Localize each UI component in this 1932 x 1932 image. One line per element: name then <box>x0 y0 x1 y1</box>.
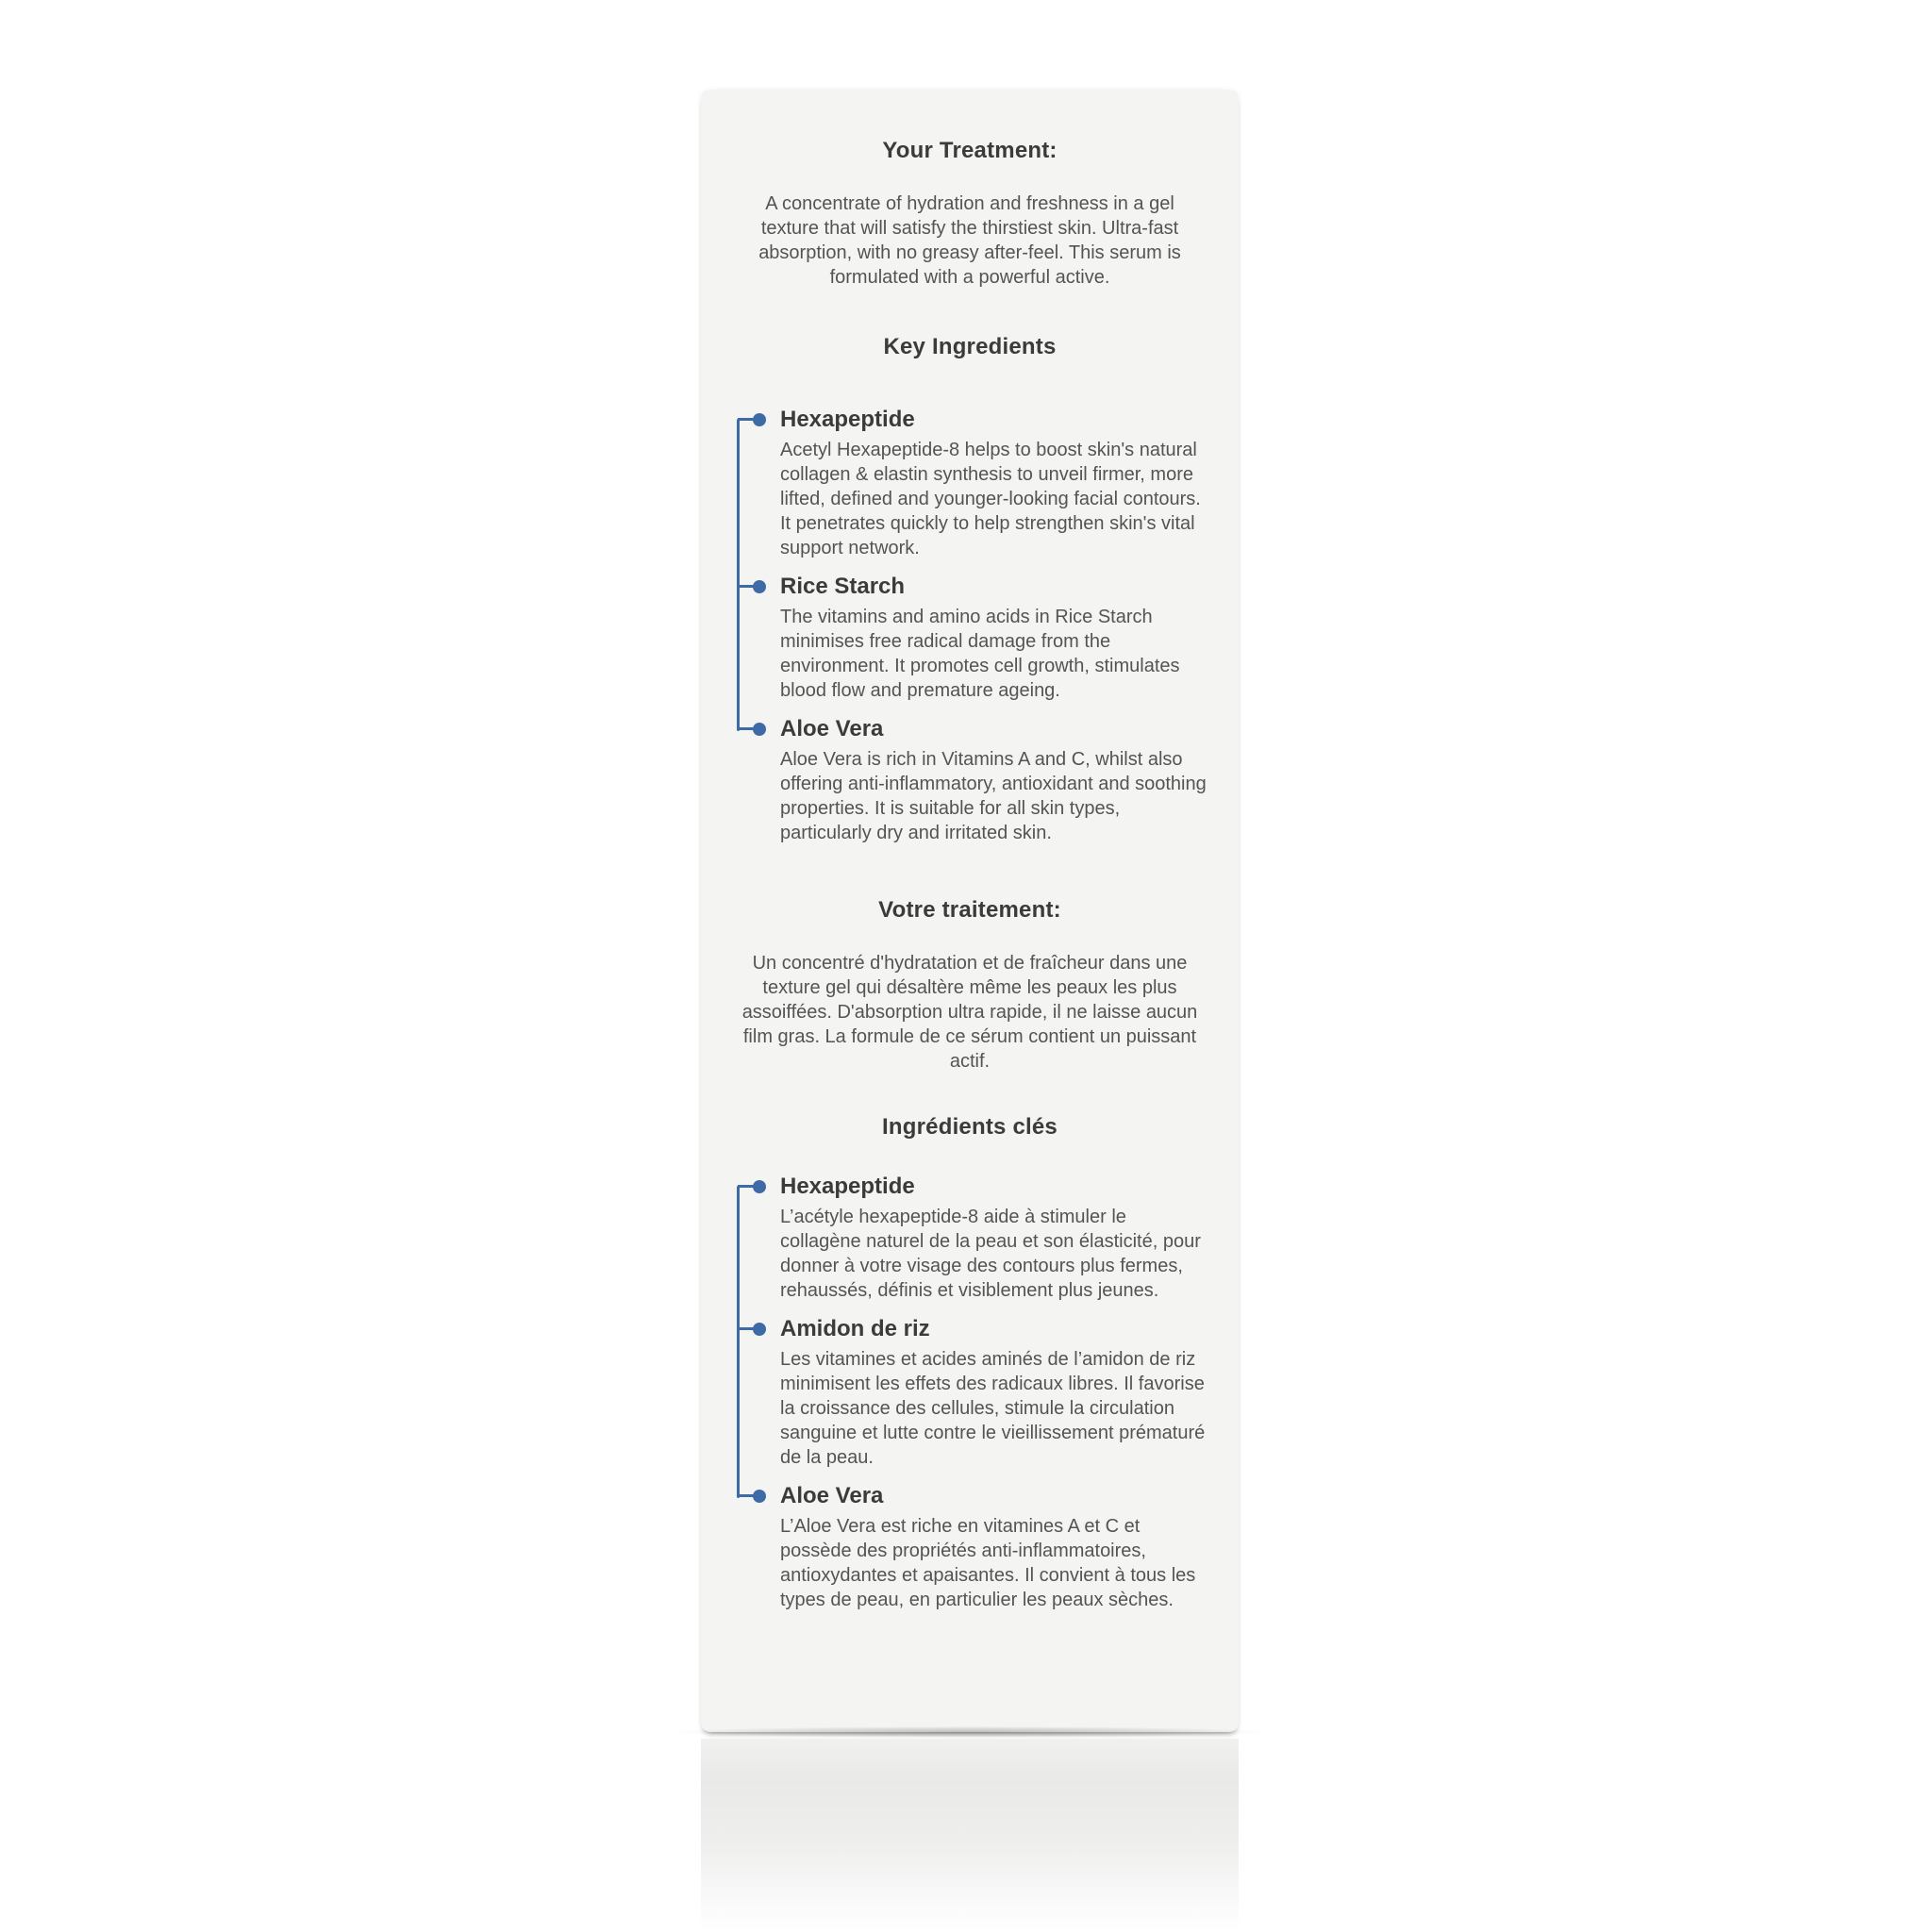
floor-shadow <box>574 1724 1366 1740</box>
treatment-title-fr: Votre traitement: <box>878 897 1061 923</box>
treatment-title-en: Your Treatment: <box>882 138 1058 163</box>
ingredient-item <box>735 574 1207 703</box>
ingredient-name: Hexapeptide <box>780 407 915 432</box>
ingredient-item <box>735 1483 1207 1612</box>
key-ingredients-title-en: Key Ingredients <box>883 334 1057 359</box>
ingredient-name: Amidon de riz <box>780 1316 930 1341</box>
ingredient-description: Acetyl Hexapeptide-8 helps to boost skin's natural collagen & elastin synthesis to unveil firmer, more lifted, defined and younger-looking facial contours. It penetrates quickly to help strengthen skin's vital support network. <box>780 440 1201 558</box>
ingredient-name: Aloe Vera <box>780 1483 884 1508</box>
ingredient-item <box>735 716 1207 845</box>
ingredient-description: L’acétyle hexapeptide-8 aide à stimuler le collagène naturel de la peau et son élasticité, pour donner à votre visage des contours plus fermes, rehaussés, définis et visiblement plus jeunes. <box>780 1207 1201 1301</box>
ingredient-item <box>735 1316 1207 1470</box>
treatment-intro-fr: Un concentré d'hydratation et de fraîcheur dans une texture gel qui désaltère même les peaux les plus assoiffées. D'absorption ultra rapide, il ne laisse aucun film gras. La formule de ce sérum contient un puissant actif. <box>741 953 1198 1072</box>
ingredient-description: Les vitamines et acides aminés de l’amidon de riz minimisent les effets des radicaux libres. Il favorise la croissance des cellules, stimule la circulation sanguine et lutte contre le vieillissement prématuré de la peau. <box>780 1349 1206 1468</box>
bullet-dot-icon <box>753 1180 766 1193</box>
product-box-back-panel <box>701 90 1239 1732</box>
ingredient-item <box>735 407 1207 560</box>
ingredient-description: Aloe Vera is rich in Vitamins A and C, whilst also offering anti-inflammatory, antioxidant and soothing properties. It is suitable for all skin types, particularly dry and irritated skin. <box>780 749 1207 843</box>
ingredient-list-en <box>735 407 1207 845</box>
ingredient-name: Hexapeptide <box>780 1174 915 1199</box>
ingredient-item <box>735 1174 1207 1303</box>
bullet-dot-icon <box>753 580 766 593</box>
bullet-dot-icon <box>753 1323 766 1336</box>
ingredient-name: Aloe Vera <box>780 716 884 741</box>
box-reflection <box>701 1739 1239 1932</box>
key-ingredients-title-fr: Ingrédients clés <box>882 1114 1058 1140</box>
ingredient-description: L’Aloe Vera est riche en vitamines A et C et possède des propriétés anti-inflammatoires, antioxydantes et apaisantes. Il convient à tous les types de peau, en particulier les peaux sèches. <box>780 1516 1196 1610</box>
bullet-dot-icon <box>753 723 766 736</box>
ingredient-name: Rice Starch <box>780 574 906 599</box>
ingredient-description: The vitamins and amino acids in Rice Starch minimises free radical damage from the environment. It promotes cell growth, stimulates blood flow and premature ageing. <box>780 607 1180 701</box>
bullet-dot-icon <box>753 413 766 426</box>
bullet-dot-icon <box>753 1490 766 1503</box>
ingredient-list-fr <box>735 1174 1207 1612</box>
treatment-intro-en: A concentrate of hydration and freshness in a gel texture that will satisfy the thirstiest skin. Ultra-fast absorption, with no greasy after-feel. This serum is formulated with a powerful active. <box>758 193 1181 288</box>
